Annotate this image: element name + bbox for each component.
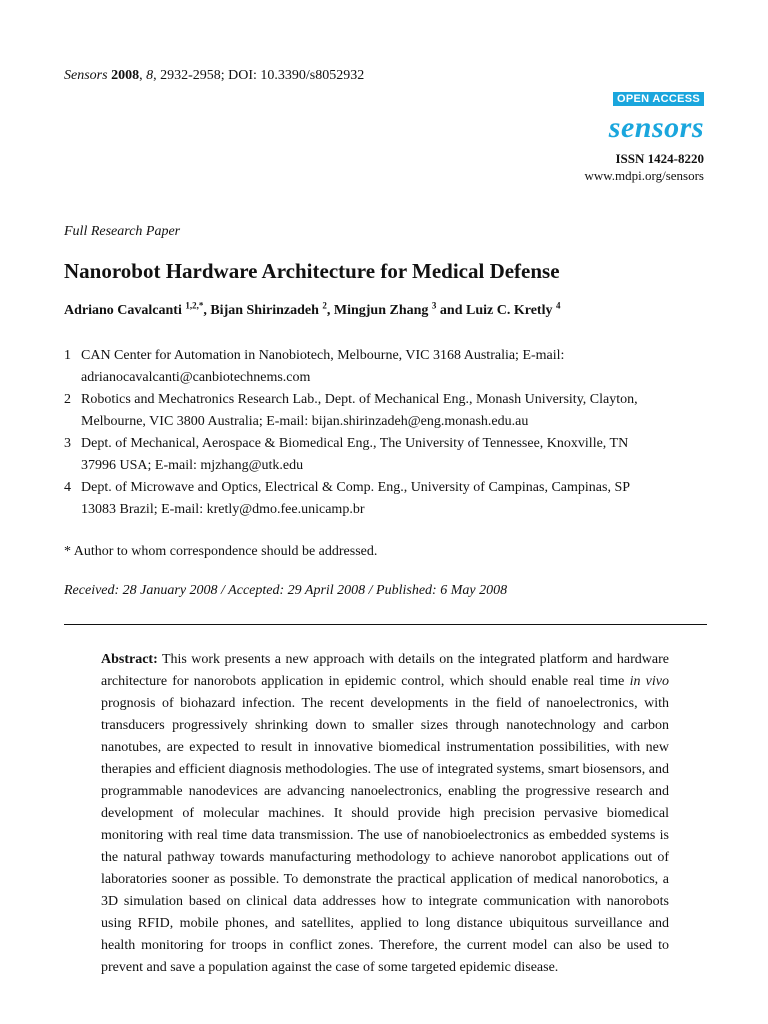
affiliation-list	[64, 345, 714, 521]
abstract-label: Abstract:	[101, 652, 158, 667]
affiliation-number: 2	[64, 392, 71, 407]
journal-logo: sensors	[608, 111, 704, 144]
issn: ISSN 1424-8220	[615, 151, 704, 166]
author-affiliation-marker: 3	[431, 300, 437, 311]
author-name: Luiz C. Kretly	[466, 303, 553, 318]
citation-separator: ,	[139, 68, 147, 83]
citation-volume: 8	[146, 68, 154, 83]
journal-url[interactable]: www.mdpi.org/sensors	[584, 168, 704, 183]
affiliation-text	[81, 389, 714, 433]
affiliation-item	[64, 477, 714, 521]
author-separator: ,	[203, 303, 211, 318]
affiliation-item	[64, 389, 714, 433]
paper-title: Nanorobot Hardware Architecture for Medical Defense	[64, 259, 560, 283]
section-divider	[64, 624, 707, 625]
affiliation-line: 37996 USA; E-mail: mjzhang@utk.edu	[81, 458, 304, 473]
affiliation-line: adrianocavalcanti@canbiotechnems.com	[81, 370, 311, 385]
affiliation-line: 13083 Brazil; E-mail: kretly@dmo.fee.unicamp.br	[81, 502, 365, 517]
affiliation-line: Robotics and Mechatronics Research Lab., Dept. of Mechanical Eng., Monash University, Clayton,	[81, 392, 638, 407]
author-separator: ,	[326, 303, 334, 318]
citation-pages-doi: , 2932-2958; DOI: 10.3390/s8052932	[153, 68, 365, 83]
affiliation-number: 3	[64, 436, 71, 451]
affiliation-text	[81, 477, 714, 521]
abstract-text: prognosis of biohazard infection. The recent developments in the field of nanoelectronics, with transducers progressively shrinking down to smaller sizes through nanotechnology and carbon nanotubes, are expected to result in innovative biomedical instrumentation possibilities, with new therapies and efficient diagnosis methodologies. The use of integrated systems, smart biosensors, and programmable nanodevices are advancing nanoelectronics, enabling the progressive research and development of molecular machines. It should provide high precision pervasive biomedical monitoring with real time data transmission. The use of nanobioelectronics as embedded systems is the natural pathway towards manufacturing methodology to achieve nanorobot applications out of laboratories sooner as possible. To demonstrate the practical application of medical nanorobotics, a 3D simulation based on clinical data addresses how to integrate communication with nanorobots using RFID, mobile phones, and satellites, applied to long distance ubiquitous surveillance and health monitoring for troops in conflict zones. Therefore, the current model can also be used to prevent and save a population against the case of some targeted epidemic disease.	[101, 696, 669, 975]
abstract-text: This work presents a new approach with details on the integrated platform and hardware architecture for nanorobots application in epidemic control, which should enable real time	[101, 652, 669, 689]
affiliation-text	[81, 345, 714, 389]
author-name: Adriano Cavalcanti	[64, 303, 182, 318]
affiliation-item	[64, 345, 714, 389]
publication-dates: Received: 28 January 2008 / Accepted: 29 April 2008 / Published: 6 May 2008	[64, 583, 508, 598]
affiliation-item	[64, 433, 714, 477]
affiliation-line: Dept. of Microwave and Optics, Electrical & Comp. Eng., University of Campinas, Campinas, SP	[81, 480, 631, 495]
affiliation-line: Dept. of Mechanical, Aerospace & Biomedical Eng., The University of Tennessee, Knoxville, TN	[81, 436, 629, 451]
author-affiliation-marker: 1,2,*	[185, 300, 204, 311]
author-name: Mingjun Zhang	[333, 303, 429, 318]
affiliation-number: 4	[64, 480, 71, 495]
author-list	[64, 302, 560, 320]
abstract-emphasis: in vivo	[629, 674, 669, 689]
citation-year: 2008	[111, 68, 140, 83]
affiliation-line: Melbourne, VIC 3800 Australia; E-mail: bijan.shirinzadeh@eng.monash.edu.au	[81, 414, 529, 429]
author-affiliation-marker: 4	[555, 300, 561, 311]
affiliation-text	[81, 433, 714, 477]
author-affiliation-marker: 2	[322, 300, 327, 311]
citation-line	[64, 67, 364, 85]
open-access-badge: OPEN ACCESS	[613, 92, 704, 106]
author-name: Bijan Shirinzadeh	[210, 303, 319, 318]
correspondence-note: * Author to whom correspondence should be addressed.	[64, 544, 378, 559]
author-separator: and	[436, 303, 466, 318]
citation-journal: Sensors	[64, 68, 108, 83]
affiliation-line: CAN Center for Automation in Nanobiotech, Melbourne, VIC 3168 Australia; E-mail:	[81, 348, 565, 363]
abstract	[101, 649, 669, 979]
affiliation-number: 1	[64, 348, 71, 363]
paper-type: Full Research Paper	[64, 224, 181, 239]
